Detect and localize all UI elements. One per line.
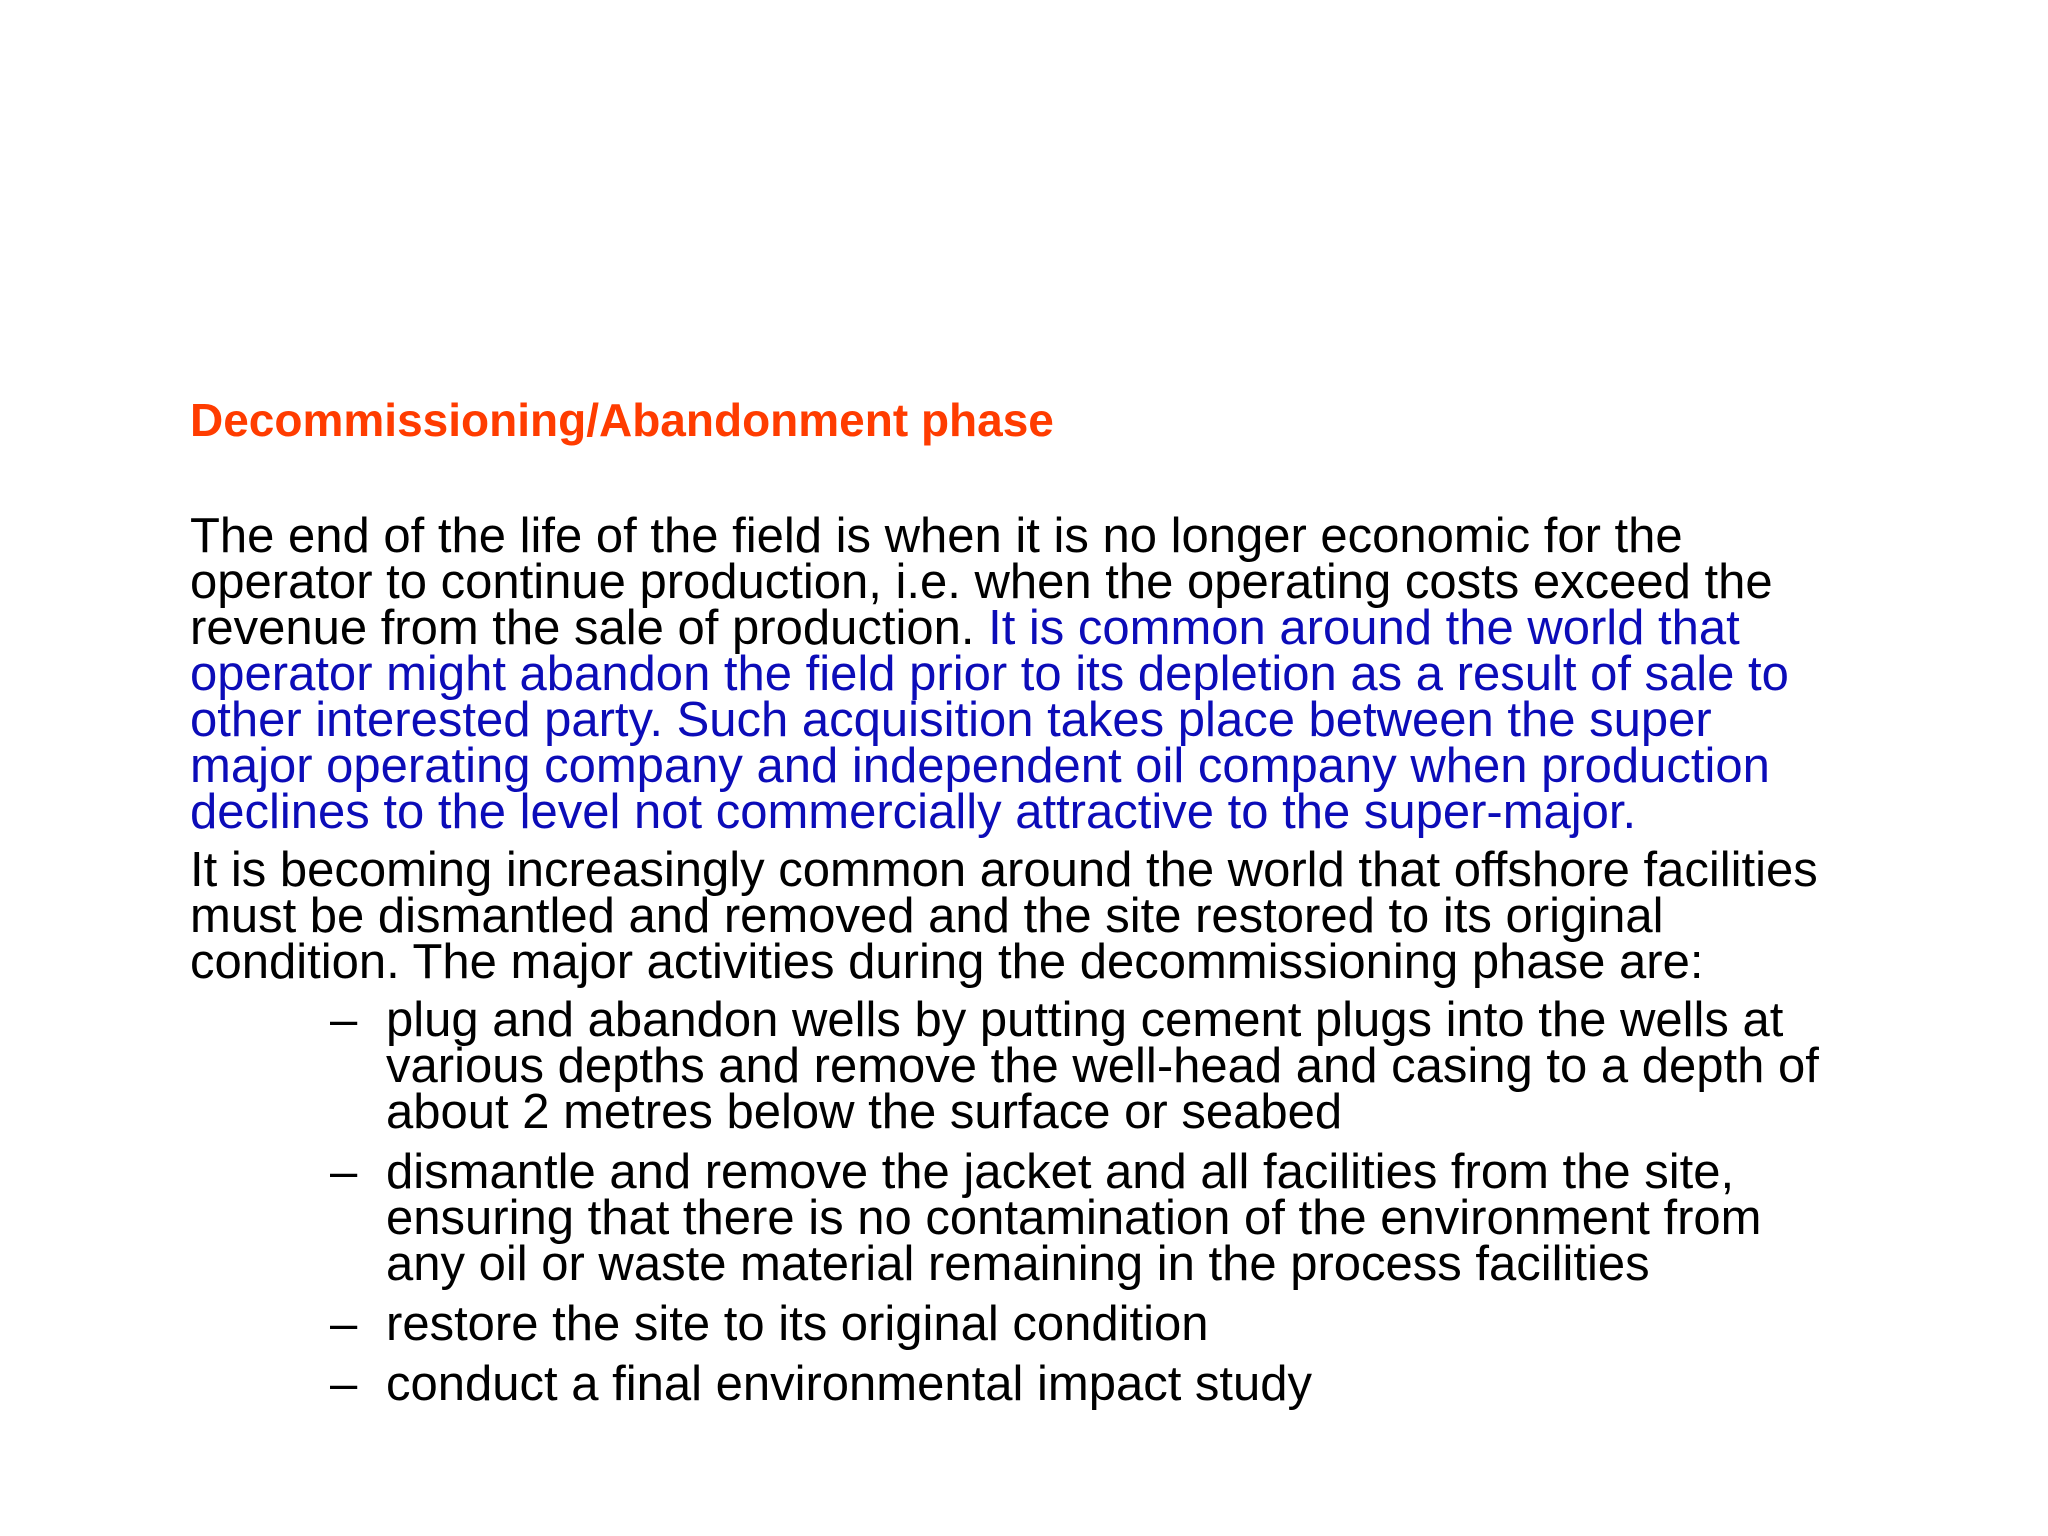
- slide-body: [190, 509, 1910, 1421]
- list-item-line: conduct a final environmental impact study: [386, 1357, 1313, 1411]
- highlighted-text-line: major operating company and independent oil company when production: [190, 739, 1770, 793]
- dash-bullet-marker: –: [330, 1357, 358, 1411]
- text-segment: revenue from the sale of production.: [190, 601, 989, 655]
- text-line: operator to continue production, i.e. when the operating costs exceed the: [190, 555, 1773, 609]
- highlighted-text-line: operator might abandon the field prior to its depletion as a result of sale to: [190, 647, 1789, 701]
- highlighted-text-segment: It is common around the world that: [988, 601, 1740, 655]
- text-line: condition. The major activities during the decommissioning phase are:: [190, 935, 1704, 989]
- dash-bullet-marker: –: [330, 1145, 358, 1199]
- highlighted-text-line: declines to the level not commercially attractive to the super-major.: [190, 785, 1637, 839]
- text-line: It is becoming increasingly common around the world that offshore facilities: [190, 843, 1818, 897]
- dash-bullet-marker: –: [330, 1297, 358, 1351]
- list-item: [190, 1145, 1910, 1291]
- list-item: [190, 993, 1910, 1139]
- activities-list: [190, 993, 1910, 1411]
- text-line-mixed: [190, 601, 1910, 655]
- dash-bullet-marker: –: [330, 993, 358, 1047]
- list-item-line: dismantle and remove the jacket and all facilities from the site,: [386, 1145, 1735, 1199]
- list-item-line: ensuring that there is no contamination of the environment from: [386, 1191, 1762, 1245]
- list-item-line: any oil or waste material remaining in the process facilities: [386, 1237, 1650, 1291]
- paragraph-field-end-of-life: [190, 509, 1910, 839]
- list-item-line: plug and abandon wells by putting cement plugs into the wells at: [386, 993, 1784, 1047]
- list-item-line: about 2 metres below the surface or seabed: [386, 1085, 1343, 1139]
- list-item: [190, 1297, 1910, 1351]
- list-item-line: restore the site to its original condition: [386, 1297, 1209, 1351]
- list-item-line: various depths and remove the well-head and casing to a depth of: [386, 1039, 1819, 1093]
- highlighted-text-line: other interested party. Such acquisition takes place between the super: [190, 693, 1712, 747]
- text-line: must be dismantled and removed and the site restored to its original: [190, 889, 1664, 943]
- text-line: The end of the life of the field is when it is no longer economic for the: [190, 509, 1683, 563]
- list-item: [190, 1357, 1910, 1411]
- paragraph-offshore-removal: [190, 843, 1910, 989]
- slide-heading: Decommissioning/Abandonment phase: [190, 394, 1054, 446]
